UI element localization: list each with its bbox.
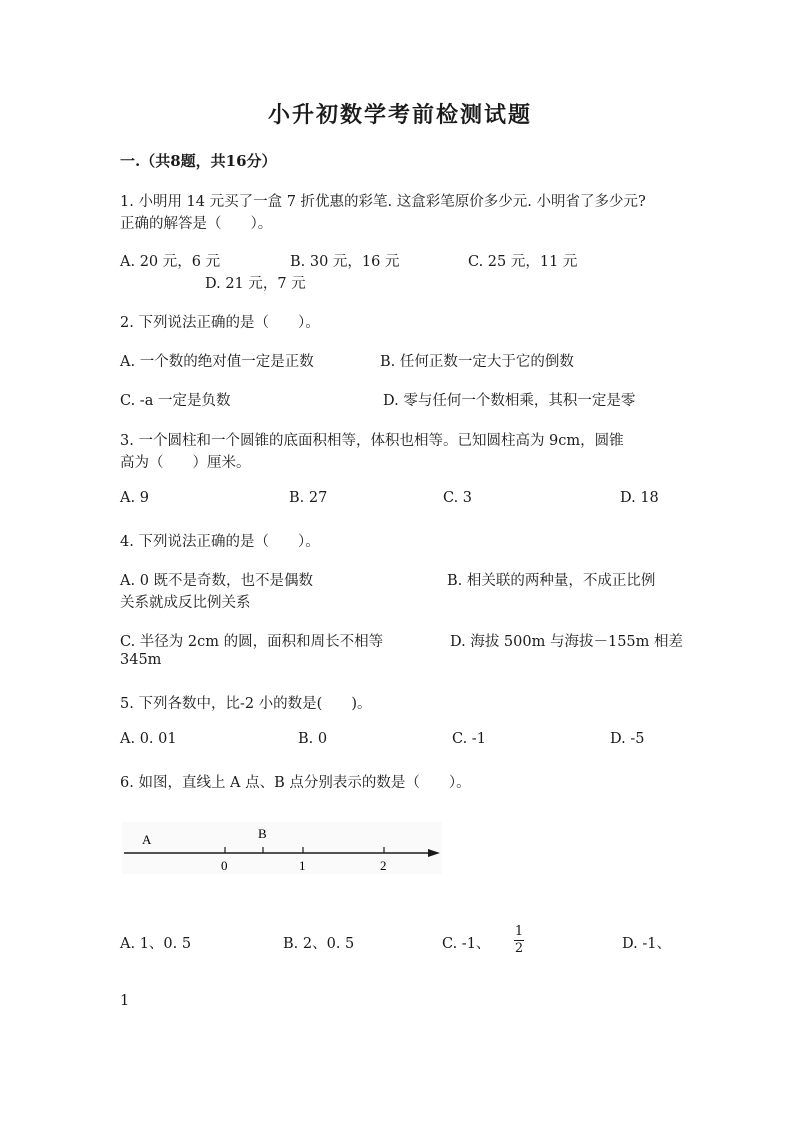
question-3-option-a[interactable]: A. 9	[120, 490, 149, 506]
question-5-option-a[interactable]: A. 0. 01	[120, 731, 177, 747]
question-1-option-a[interactable]: A. 20 元，6 元	[120, 254, 221, 270]
question-5-option-b[interactable]: B. 0	[298, 731, 328, 747]
page-title: 小升初数学考前检测试题	[267, 102, 532, 128]
question-4-option-c[interactable]: C. 半径为 2cm 的圆，面积和周长不相等	[120, 634, 384, 650]
question-4-option-b[interactable]: B. 相关联的两种量，不成正比例	[447, 573, 656, 589]
question-5-option-d[interactable]: D. -5	[610, 731, 645, 747]
question-6-option-c[interactable]: C. -1、	[442, 936, 491, 952]
question-3-option-b[interactable]: B. 27	[289, 490, 328, 506]
section-heading: 一.（共8题，共16分）	[120, 152, 277, 170]
number-line-arrow-icon	[428, 849, 440, 857]
question-1-stem-line-1: 1. 小明用 14 元买了一盒 7 折优惠的彩笔. 这盒彩笔原价多少元. 小明省了多少元?	[120, 194, 646, 210]
question-6-option-a[interactable]: A. 1、0. 5	[120, 936, 192, 952]
question-3-option-c[interactable]: C. 3	[443, 490, 473, 506]
question-2-stem: 2. 下列说法正确的是（ ）。	[120, 315, 320, 331]
question-3-stem-line-1: 3. 一个圆柱和一个圆锥的底面积相等，体积也相等。已知圆柱高为 9cm，圆锥	[120, 433, 624, 449]
question-5-option-c[interactable]: C. -1	[452, 731, 486, 747]
question-2-option-b[interactable]: B. 任何正数一定大于它的倒数	[380, 354, 574, 370]
question-4-stem: 4. 下列说法正确的是（ ）。	[120, 534, 320, 550]
question-1-option-d[interactable]: D. 21 元，7 元	[205, 276, 306, 292]
fraction-numerator: 1	[514, 924, 524, 939]
question-6-option-d-continued: 1	[120, 993, 130, 1009]
point-a-label: A	[142, 832, 152, 847]
tick-label-0: 0	[221, 858, 228, 873]
question-3-option-d[interactable]: D. 18	[620, 490, 659, 506]
tick-label-1: 1	[299, 858, 306, 873]
number-line-figure	[122, 822, 442, 874]
question-2-option-d[interactable]: D. 零与任何一个数相乘，其积一定是零	[383, 393, 636, 409]
question-6-option-d[interactable]: D. -1、	[622, 936, 671, 952]
question-5-stem: 5. 下列各数中，比-2 小的数是( )。	[120, 696, 372, 712]
fraction-denominator: 2	[514, 941, 524, 956]
point-b-label: B	[258, 826, 267, 841]
tick-label-2: 2	[380, 858, 387, 873]
question-2-option-a[interactable]: A. 一个数的绝对值一定是正数	[120, 354, 314, 370]
question-1-option-c[interactable]: C. 25 元，11 元	[468, 254, 578, 270]
number-line-svg	[122, 822, 442, 874]
question-3-stem-line-2: 高为（ ）厘米。	[120, 455, 251, 471]
question-6-stem: 6. 如图，直线上 A 点、B 点分别表示的数是（ ）。	[120, 775, 471, 791]
question-4-option-d-continued: 345m	[120, 652, 162, 668]
question-6-option-c-fraction	[514, 925, 524, 956]
question-2-option-c[interactable]: C. -a 一定是负数	[120, 393, 231, 409]
question-6-option-b[interactable]: B. 2、0. 5	[283, 936, 355, 952]
question-4-option-d[interactable]: D. 海拔 500m 与海拔－155m 相差	[450, 634, 684, 650]
question-1-option-b[interactable]: B. 30 元，16 元	[290, 254, 400, 270]
question-4-option-b-continued: 关系就成反比例关系	[120, 595, 251, 611]
question-4-option-a[interactable]: A. 0 既不是奇数，也不是偶数	[120, 573, 314, 589]
question-1-stem-line-2: 正确的解答是（ ）。	[120, 216, 273, 232]
